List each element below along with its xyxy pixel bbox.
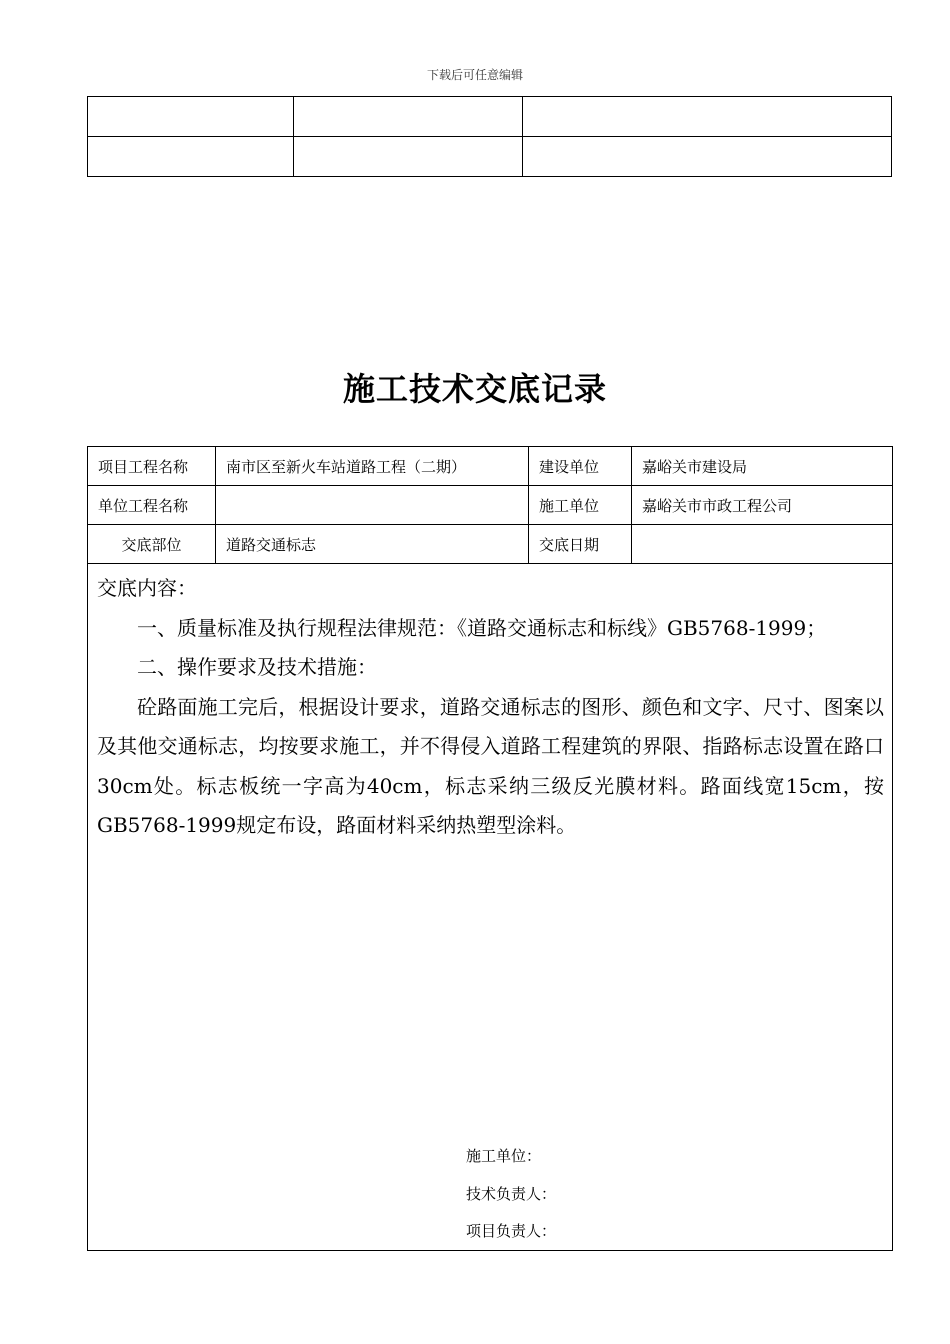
table-row <box>88 137 892 177</box>
part-label: 交底部位 <box>88 525 216 564</box>
project-name-value: 南市区至新火车站道路工程（二期） <box>216 447 529 486</box>
unit-project-value <box>216 486 529 525</box>
technical-lead-signature-label: 技术负责人： <box>466 1184 557 1203</box>
content-heading: 交底内容： <box>97 576 197 600</box>
table-cell <box>88 97 294 137</box>
content-item-1: 一、质量标准及执行规程法律规范：《道路交通标志和标线》GB5768-1999； <box>137 615 827 640</box>
table-row <box>88 486 893 525</box>
table-cell <box>523 137 892 177</box>
builder-value: 嘉峪关市建设局 <box>632 447 893 486</box>
part-value: 道路交通标志 <box>216 525 529 564</box>
table-cell <box>523 97 892 137</box>
project-name-label: 项目工程名称 <box>88 447 216 486</box>
table-cell <box>293 97 523 137</box>
top-table <box>87 96 892 177</box>
date-label: 交底日期 <box>529 525 632 564</box>
signature-area <box>466 1138 556 1251</box>
construction-unit-signature-label: 施工单位： <box>466 1147 542 1165</box>
table-row <box>88 564 893 1251</box>
content-cell <box>88 564 893 1251</box>
table-row <box>88 447 893 486</box>
content-paragraph: 砼路面施工完后，根据设计要求，道路交通标志的图形、颜色和文字、尺寸、图案以及其他交通标志，均按要求施工，并不得侵入道路工程建筑的界限、指路标志设置在路口30cm处。标志板统一字高为40cm，标志采纳三级反光膜材料。路面线宽15cm，按GB5768-1999规定布设，路面材料采纳热塑型涂料。 <box>97 694 884 837</box>
header-note: 下载后可任意编辑 <box>426 68 523 82</box>
construction-unit-value: 嘉峪关市市政工程公司 <box>632 486 893 525</box>
content-item-2: 二、操作要求及技术措施： <box>137 655 377 679</box>
unit-project-label: 单位工程名称 <box>88 486 216 525</box>
content-body <box>88 564 892 846</box>
table-row <box>88 97 892 137</box>
project-lead-signature-label: 项目负责人： <box>466 1222 557 1240</box>
table-row <box>88 525 893 564</box>
construction-unit-label: 施工单位 <box>529 486 632 525</box>
record-table <box>87 446 893 1251</box>
page-title: 施工技术交底记录 <box>342 370 607 408</box>
table-cell <box>88 137 294 177</box>
builder-label: 建设单位 <box>529 447 632 486</box>
date-value <box>632 525 893 564</box>
table-cell <box>293 137 523 177</box>
